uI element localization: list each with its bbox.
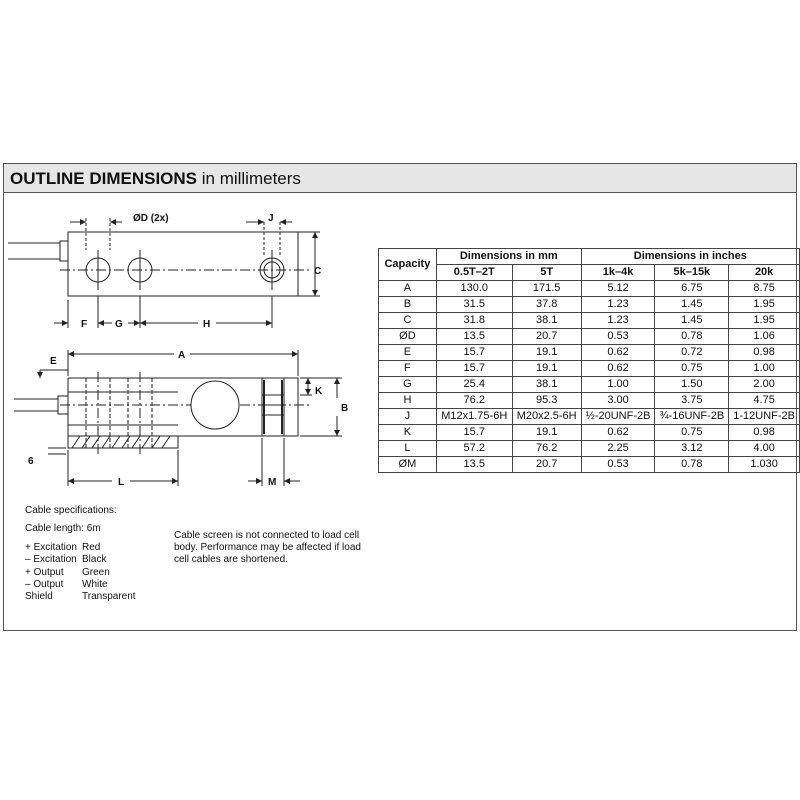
dimension-value-cell: 31.8: [436, 313, 512, 329]
wire-color: Transparent: [82, 591, 136, 603]
dimension-key-cell: J: [379, 409, 437, 425]
dimension-value-cell: 4.00: [729, 441, 800, 457]
dim-label-g: G: [115, 319, 123, 330]
dimension-value-cell: 37.8: [512, 297, 581, 313]
wire-signal: – Excitation: [25, 554, 77, 566]
dimension-value-cell: 0.98: [729, 345, 800, 361]
dimension-value-cell: 1.45: [655, 313, 729, 329]
dimension-key-cell: G: [379, 377, 437, 393]
dim-label-f: F: [81, 319, 88, 330]
dim-label-h: H: [203, 319, 211, 330]
dimension-value-cell: 0.98: [729, 425, 800, 441]
dim-label-b: B: [341, 403, 349, 414]
dimension-value-cell: 1.00: [729, 361, 800, 377]
col-header: 0.5T–2T: [436, 265, 512, 281]
dimension-value-cell: 0.75: [655, 361, 729, 377]
table-row: [379, 329, 800, 345]
wire-color: Black: [82, 554, 107, 566]
dimension-value-cell: 1.23: [581, 313, 655, 329]
dimension-key-cell: B: [379, 297, 437, 313]
dimension-value-cell: 15.7: [436, 361, 512, 377]
dimension-value-cell: 0.72: [655, 345, 729, 361]
dimension-value-cell: 8.75: [729, 281, 800, 297]
dimension-value-cell: 3.00: [581, 393, 655, 409]
dim-label-od: ØD (2x): [133, 213, 169, 224]
dimension-value-cell: ¾-16UNF-2B: [655, 409, 729, 425]
dim-label-j: J: [268, 213, 274, 224]
dimension-value-cell: 6.75: [655, 281, 729, 297]
dimension-value-cell: 1.06: [729, 329, 800, 345]
dimension-value-cell: 76.2: [512, 441, 581, 457]
dimension-value-cell: 3.75: [655, 393, 729, 409]
table-row: [379, 441, 800, 457]
dimension-key-cell: A: [379, 281, 437, 297]
dim-label-e: E: [50, 356, 57, 367]
dimension-value-cell: 2.25: [581, 441, 655, 457]
dimension-value-cell: 0.78: [655, 457, 729, 473]
wire-color: White: [82, 579, 108, 591]
dimension-value-cell: M12x1.75-6H: [436, 409, 512, 425]
wire-row: [25, 567, 136, 579]
dimension-value-cell: 31.5: [436, 297, 512, 313]
wire-signal: – Output: [25, 579, 64, 591]
side-view: [14, 350, 342, 486]
dimension-value-cell: 19.1: [512, 345, 581, 361]
table-row: [379, 361, 800, 377]
dimension-value-cell: 0.62: [581, 345, 655, 361]
wire-color: Green: [82, 566, 110, 578]
dimension-key-cell: L: [379, 441, 437, 457]
inch-group-header: Dimensions in inches: [581, 249, 799, 265]
dim-label-m: M: [268, 477, 277, 488]
wire-row: [25, 542, 136, 554]
dimension-value-cell: 0.75: [655, 425, 729, 441]
dimension-value-cell: 20.7: [512, 457, 581, 473]
dimension-value-cell: 1.23: [581, 297, 655, 313]
table-row: [379, 313, 800, 329]
dimension-value-cell: 25.4: [436, 377, 512, 393]
dimension-value-cell: 13.5: [436, 329, 512, 345]
dimension-value-cell: 0.53: [581, 457, 655, 473]
dimension-value-cell: 1.95: [729, 297, 800, 313]
dimension-value-cell: 19.1: [512, 425, 581, 441]
panel-title-rest: in millimeters: [197, 169, 301, 188]
wire-row: [25, 579, 136, 591]
wire-row: [25, 591, 136, 603]
wire-signal: Shield: [25, 591, 53, 603]
table-row: [379, 281, 800, 297]
dimension-value-cell: 15.7: [436, 425, 512, 441]
dimension-value-cell: 1.95: [729, 313, 800, 329]
dimension-value-cell: 0.78: [655, 329, 729, 345]
dimension-value-cell: 1-12UNF-2B: [729, 409, 800, 425]
dimension-value-cell: 130.0: [436, 281, 512, 297]
dimension-value-cell: 20.7: [512, 329, 581, 345]
col-header: 5T: [512, 265, 581, 281]
dim-label-l: L: [118, 477, 125, 488]
wire-color: Red: [82, 541, 101, 553]
dimension-value-cell: 3.12: [655, 441, 729, 457]
dimensions-table: [378, 248, 800, 473]
dimension-value-cell: 0.53: [581, 329, 655, 345]
table-row: [379, 297, 800, 313]
dimension-value-cell: 38.1: [512, 313, 581, 329]
table-row: [379, 425, 800, 441]
cable-spec-title: Cable specifications:: [25, 505, 117, 516]
dimension-value-cell: 19.1: [512, 361, 581, 377]
dim-label-c: C: [314, 266, 322, 277]
table-row: [379, 345, 800, 361]
top-view: [8, 218, 320, 328]
dimension-value-cell: 1.030: [729, 457, 800, 473]
dimension-value-cell: 13.5: [436, 457, 512, 473]
wire-signal: + Excitation: [25, 541, 77, 553]
capacity-header: Capacity: [379, 249, 437, 281]
dimension-value-cell: 1.45: [655, 297, 729, 313]
cable-specifications: [25, 505, 136, 604]
table-row: [379, 393, 800, 409]
dimension-key-cell: ØM: [379, 457, 437, 473]
table-row: [379, 457, 800, 473]
dimension-value-cell: 2.00: [729, 377, 800, 393]
wire-signal: + Output: [25, 566, 64, 578]
dimension-value-cell: 0.62: [581, 361, 655, 377]
dim-label-k: K: [315, 386, 323, 397]
wire-list: [25, 542, 136, 604]
dimension-key-cell: F: [379, 361, 437, 377]
wire-row: [25, 554, 136, 566]
dimensions-table-body: [379, 281, 800, 473]
dimension-value-cell: 95.3: [512, 393, 581, 409]
mm-group-header: Dimensions in mm: [436, 249, 581, 265]
dimension-key-cell: E: [379, 345, 437, 361]
dimension-value-cell: 76.2: [436, 393, 512, 409]
col-header: 5k–15k: [655, 265, 729, 281]
col-header: 1k–4k: [581, 265, 655, 281]
cable-screen-note: Cable screen is not connected to load cell body. Performance may be affected if load cell cables are shortened.: [174, 530, 361, 565]
dimension-key-cell: C: [379, 313, 437, 329]
dim-label-a: A: [178, 350, 186, 361]
dimension-value-cell: 38.1: [512, 377, 581, 393]
dimension-value-cell: 57.2: [436, 441, 512, 457]
dimension-value-cell: ½-20UNF-2B: [581, 409, 655, 425]
dimension-value-cell: 171.5: [512, 281, 581, 297]
dimension-key-cell: K: [379, 425, 437, 441]
dimension-key-cell: H: [379, 393, 437, 409]
dimension-value-cell: M20x2.5-6H: [512, 409, 581, 425]
dim-label-6: 6: [28, 456, 34, 467]
dimension-value-cell: 15.7: [436, 345, 512, 361]
dimension-value-cell: 4.75: [729, 393, 800, 409]
dimension-value-cell: 1.50: [655, 377, 729, 393]
dimension-value-cell: 1.00: [581, 377, 655, 393]
col-header: 20k: [729, 265, 800, 281]
cable-length: Cable length: 6m: [25, 523, 101, 535]
dimension-value-cell: 0.62: [581, 425, 655, 441]
dimension-value-cell: 5.12: [581, 281, 655, 297]
table-row: [379, 377, 800, 393]
panel-title-bold: OUTLINE DIMENSIONS: [10, 169, 198, 188]
table-row: [379, 409, 800, 425]
dimension-key-cell: ØD: [379, 329, 437, 345]
